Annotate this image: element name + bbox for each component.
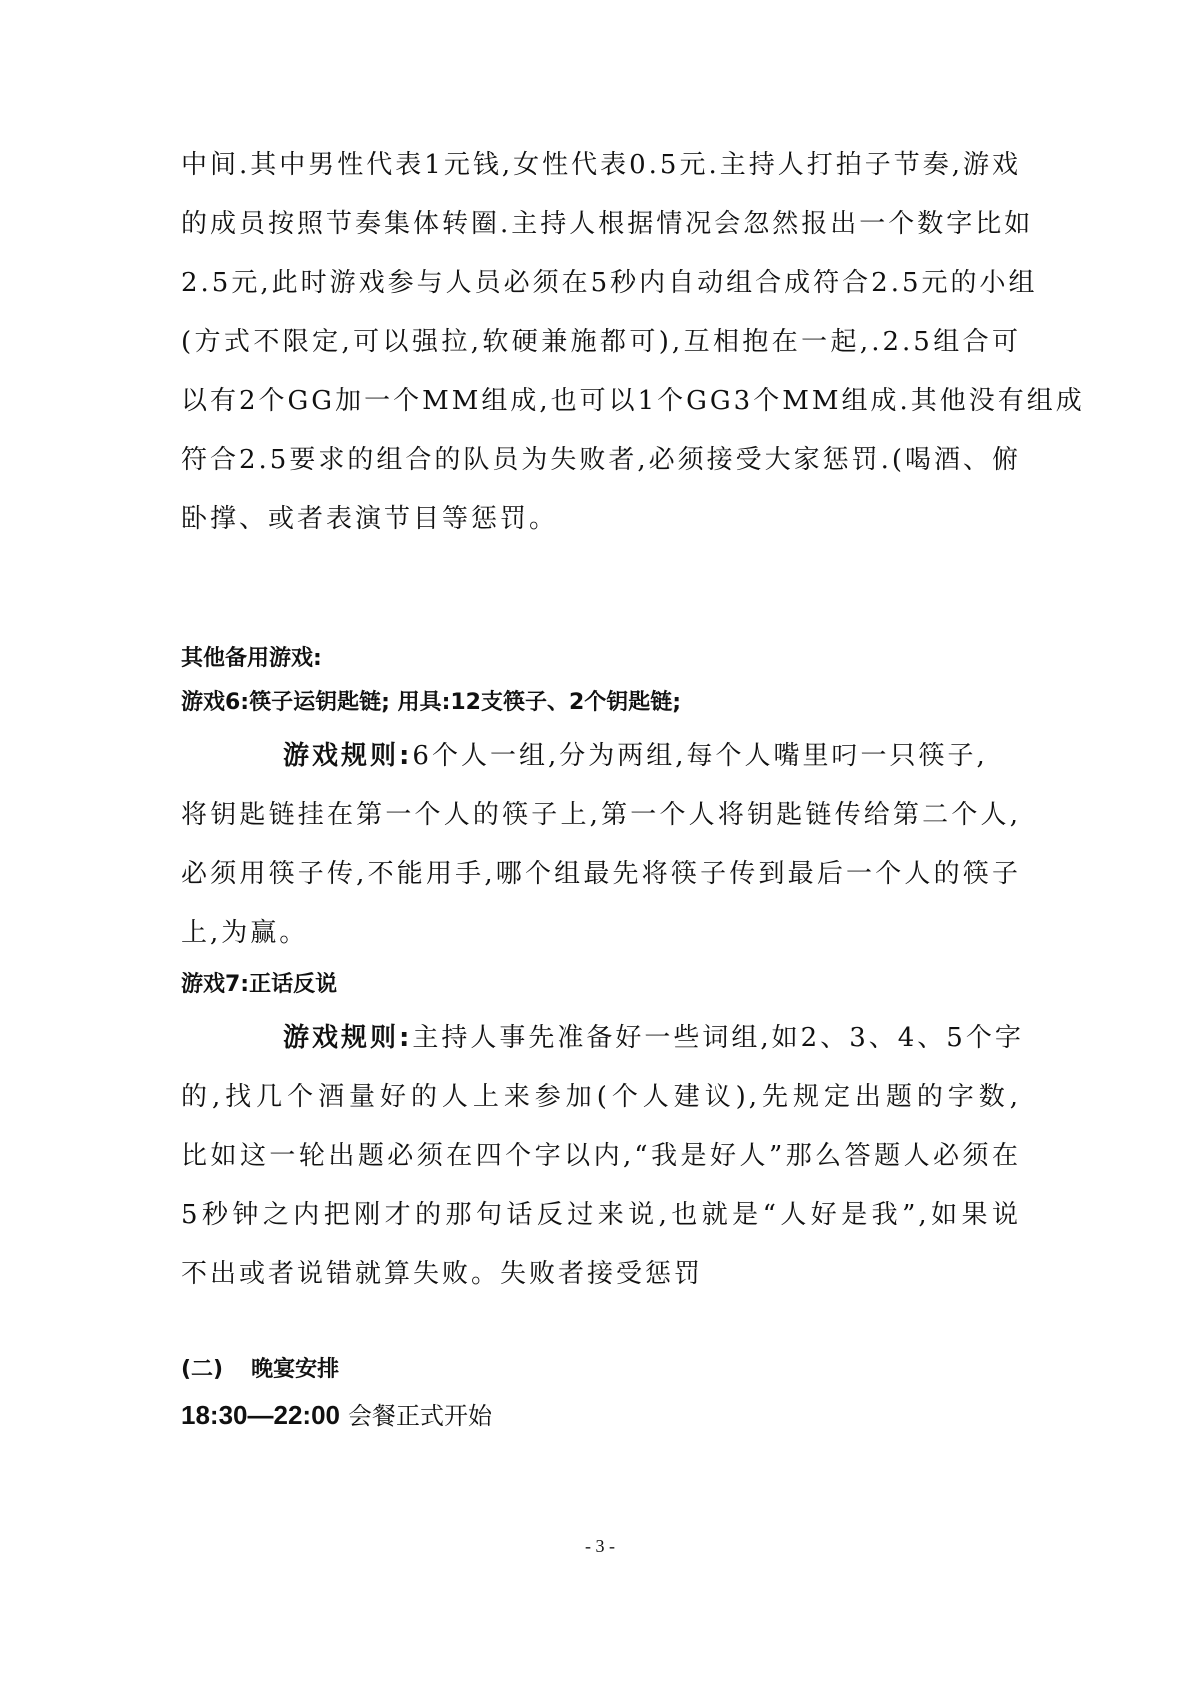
page-number: - 3 -	[585, 1536, 615, 1556]
game5-line: 中间.其中男性代表1元钱,女性代表0.5元.主持人打拍子节奏,游戏	[181, 150, 1021, 180]
game7-line: 的,找几个酒量好的人上来参加(个人建议),先规定出题的字数,	[181, 1082, 1021, 1112]
game6-rule-label: 游戏规则:	[283, 741, 413, 771]
game5-line: 2.5元,此时游戏参与人员必须在5秒内自动组合成符合2.5元的小组	[181, 268, 1038, 298]
game5-line: (方式不限定,可以强拉,软硬兼施都可),互相抱在一起,.2.5组合可	[181, 327, 1021, 357]
game5-line: 以有2个GG加一个MM组成,也可以1个GG3个MM组成.其他没有组成	[181, 386, 1085, 416]
game7-line: 比如这一轮出题必须在四个字以内,“我是好人”那么答题人必须在	[181, 1141, 1021, 1171]
game5-line: 符合2.5要求的组合的队员为失败者,必须接受大家惩罚.(喝酒、俯	[181, 445, 1022, 475]
game6-rule-line	[283, 739, 1021, 773]
game7-rule-label: 游戏规则:	[283, 1023, 413, 1053]
dinner-heading-number: (二)	[181, 1357, 224, 1382]
game5-line: 卧撑、或者表演节目等惩罚。	[181, 504, 559, 534]
dinner-time-text: 会餐正式开始	[348, 1402, 492, 1430]
game7-rule-text: 主持人事先准备好一些词组,如2、3、4、5个字	[412, 1023, 1024, 1053]
game7-line: 不出或者说错就算失败。失败者接受惩罚	[181, 1259, 704, 1289]
game6-rule-text: 6个人一组,分为两组,每个人嘴里叼一只筷子,	[412, 741, 988, 771]
game6-line: 必须用筷子传,不能用手,哪个组最先将筷子传到最后一个人的筷子	[181, 859, 1021, 889]
game7-rule-line	[283, 1021, 1024, 1055]
game6-title: 游戏6:筷子运钥匙链; 用具:12支筷子、2个钥匙链;	[181, 690, 682, 715]
game6-line: 将钥匙链挂在第一个人的筷子上,第一个人将钥匙链传给第二个人,	[181, 800, 1021, 830]
game7-line: 5秒钟之内把刚才的那句话反过来说,也就是“人好是我”,如果说	[181, 1200, 1021, 1230]
backup-heading: 其他备用游戏:	[181, 646, 322, 671]
dinner-time: 18:30—22:00	[181, 1400, 340, 1430]
dinner-time-line	[181, 1396, 1021, 1431]
game5-line: 的成员按照节奏集体转圈.主持人根据情况会忽然报出一个数字比如	[181, 209, 1034, 239]
game7-title: 游戏7:正话反说	[181, 972, 338, 997]
game6-line: 上,为赢。	[181, 918, 309, 948]
dinner-heading	[181, 1355, 1021, 1385]
dinner-heading-text: 晚宴安排	[251, 1357, 340, 1382]
